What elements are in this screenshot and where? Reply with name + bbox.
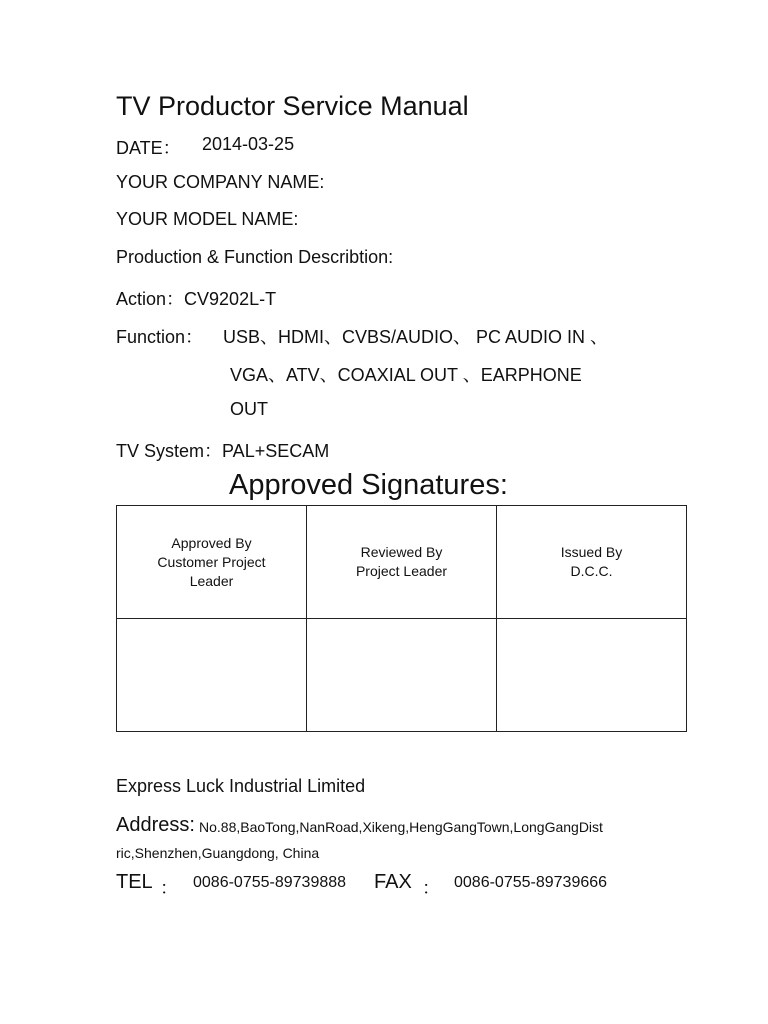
fax-label: FAX bbox=[374, 871, 412, 893]
date-value: 2014-03-25 bbox=[202, 134, 295, 154]
fax-separator: ： bbox=[422, 878, 440, 898]
approved-signatures-heading: Approved Signatures: bbox=[229, 469, 508, 501]
function-line-2: VGA、ATV、COAXIAL OUT 、EARPHONE bbox=[230, 365, 582, 385]
tv-system-line: TV System：PAL+SECAM bbox=[116, 441, 330, 461]
issued-by-label: Issued By D.C.C. bbox=[560, 544, 623, 579]
approved-by-cell bbox=[117, 506, 307, 619]
address-label: Address: bbox=[116, 814, 195, 836]
signature-header-row bbox=[117, 506, 687, 619]
company-name-line: YOUR COMPANY NAME: bbox=[116, 172, 325, 192]
signature-table bbox=[116, 505, 687, 732]
action-line: Action：CV9202L-T bbox=[116, 289, 277, 309]
fax-number: 0086-0755-89739666 bbox=[454, 874, 608, 891]
approved-by-label: Approved By Customer Project Leader bbox=[157, 534, 266, 589]
function-line-1: USB、HDMI、CVBS/AUDIO、 PC AUDIO IN 、 bbox=[223, 327, 609, 347]
function-line-3: OUT bbox=[230, 399, 268, 419]
reviewed-by-label: Reviewed By Project Leader bbox=[355, 544, 448, 579]
signature-row bbox=[117, 619, 687, 732]
date-label: DATE： bbox=[116, 138, 181, 158]
model-name-line: YOUR MODEL NAME: bbox=[116, 209, 299, 229]
address-line-2: ric,Shenzhen,Guangdong, China bbox=[116, 845, 320, 861]
reviewed-by-signature-box[interactable] bbox=[307, 619, 497, 732]
tel-number: 0086-0755-89739888 bbox=[193, 874, 347, 891]
document-title: TV Productor Service Manual bbox=[116, 91, 469, 121]
company-name: Express Luck Industrial Limited bbox=[116, 776, 366, 796]
reviewed-by-cell bbox=[307, 506, 497, 619]
address-line-1: No.88,BaoTong,NanRoad,Xikeng,HengGangTown,LongGangDist bbox=[199, 819, 603, 835]
tel-label: TEL bbox=[116, 871, 153, 893]
production-description-line: Production & Function Describtion: bbox=[116, 247, 394, 267]
approved-by-signature-box[interactable] bbox=[117, 619, 307, 732]
issued-by-cell bbox=[497, 506, 687, 619]
issued-by-signature-box[interactable] bbox=[497, 619, 687, 732]
function-label: Function： bbox=[116, 327, 204, 347]
tel-separator: ： bbox=[160, 878, 178, 898]
